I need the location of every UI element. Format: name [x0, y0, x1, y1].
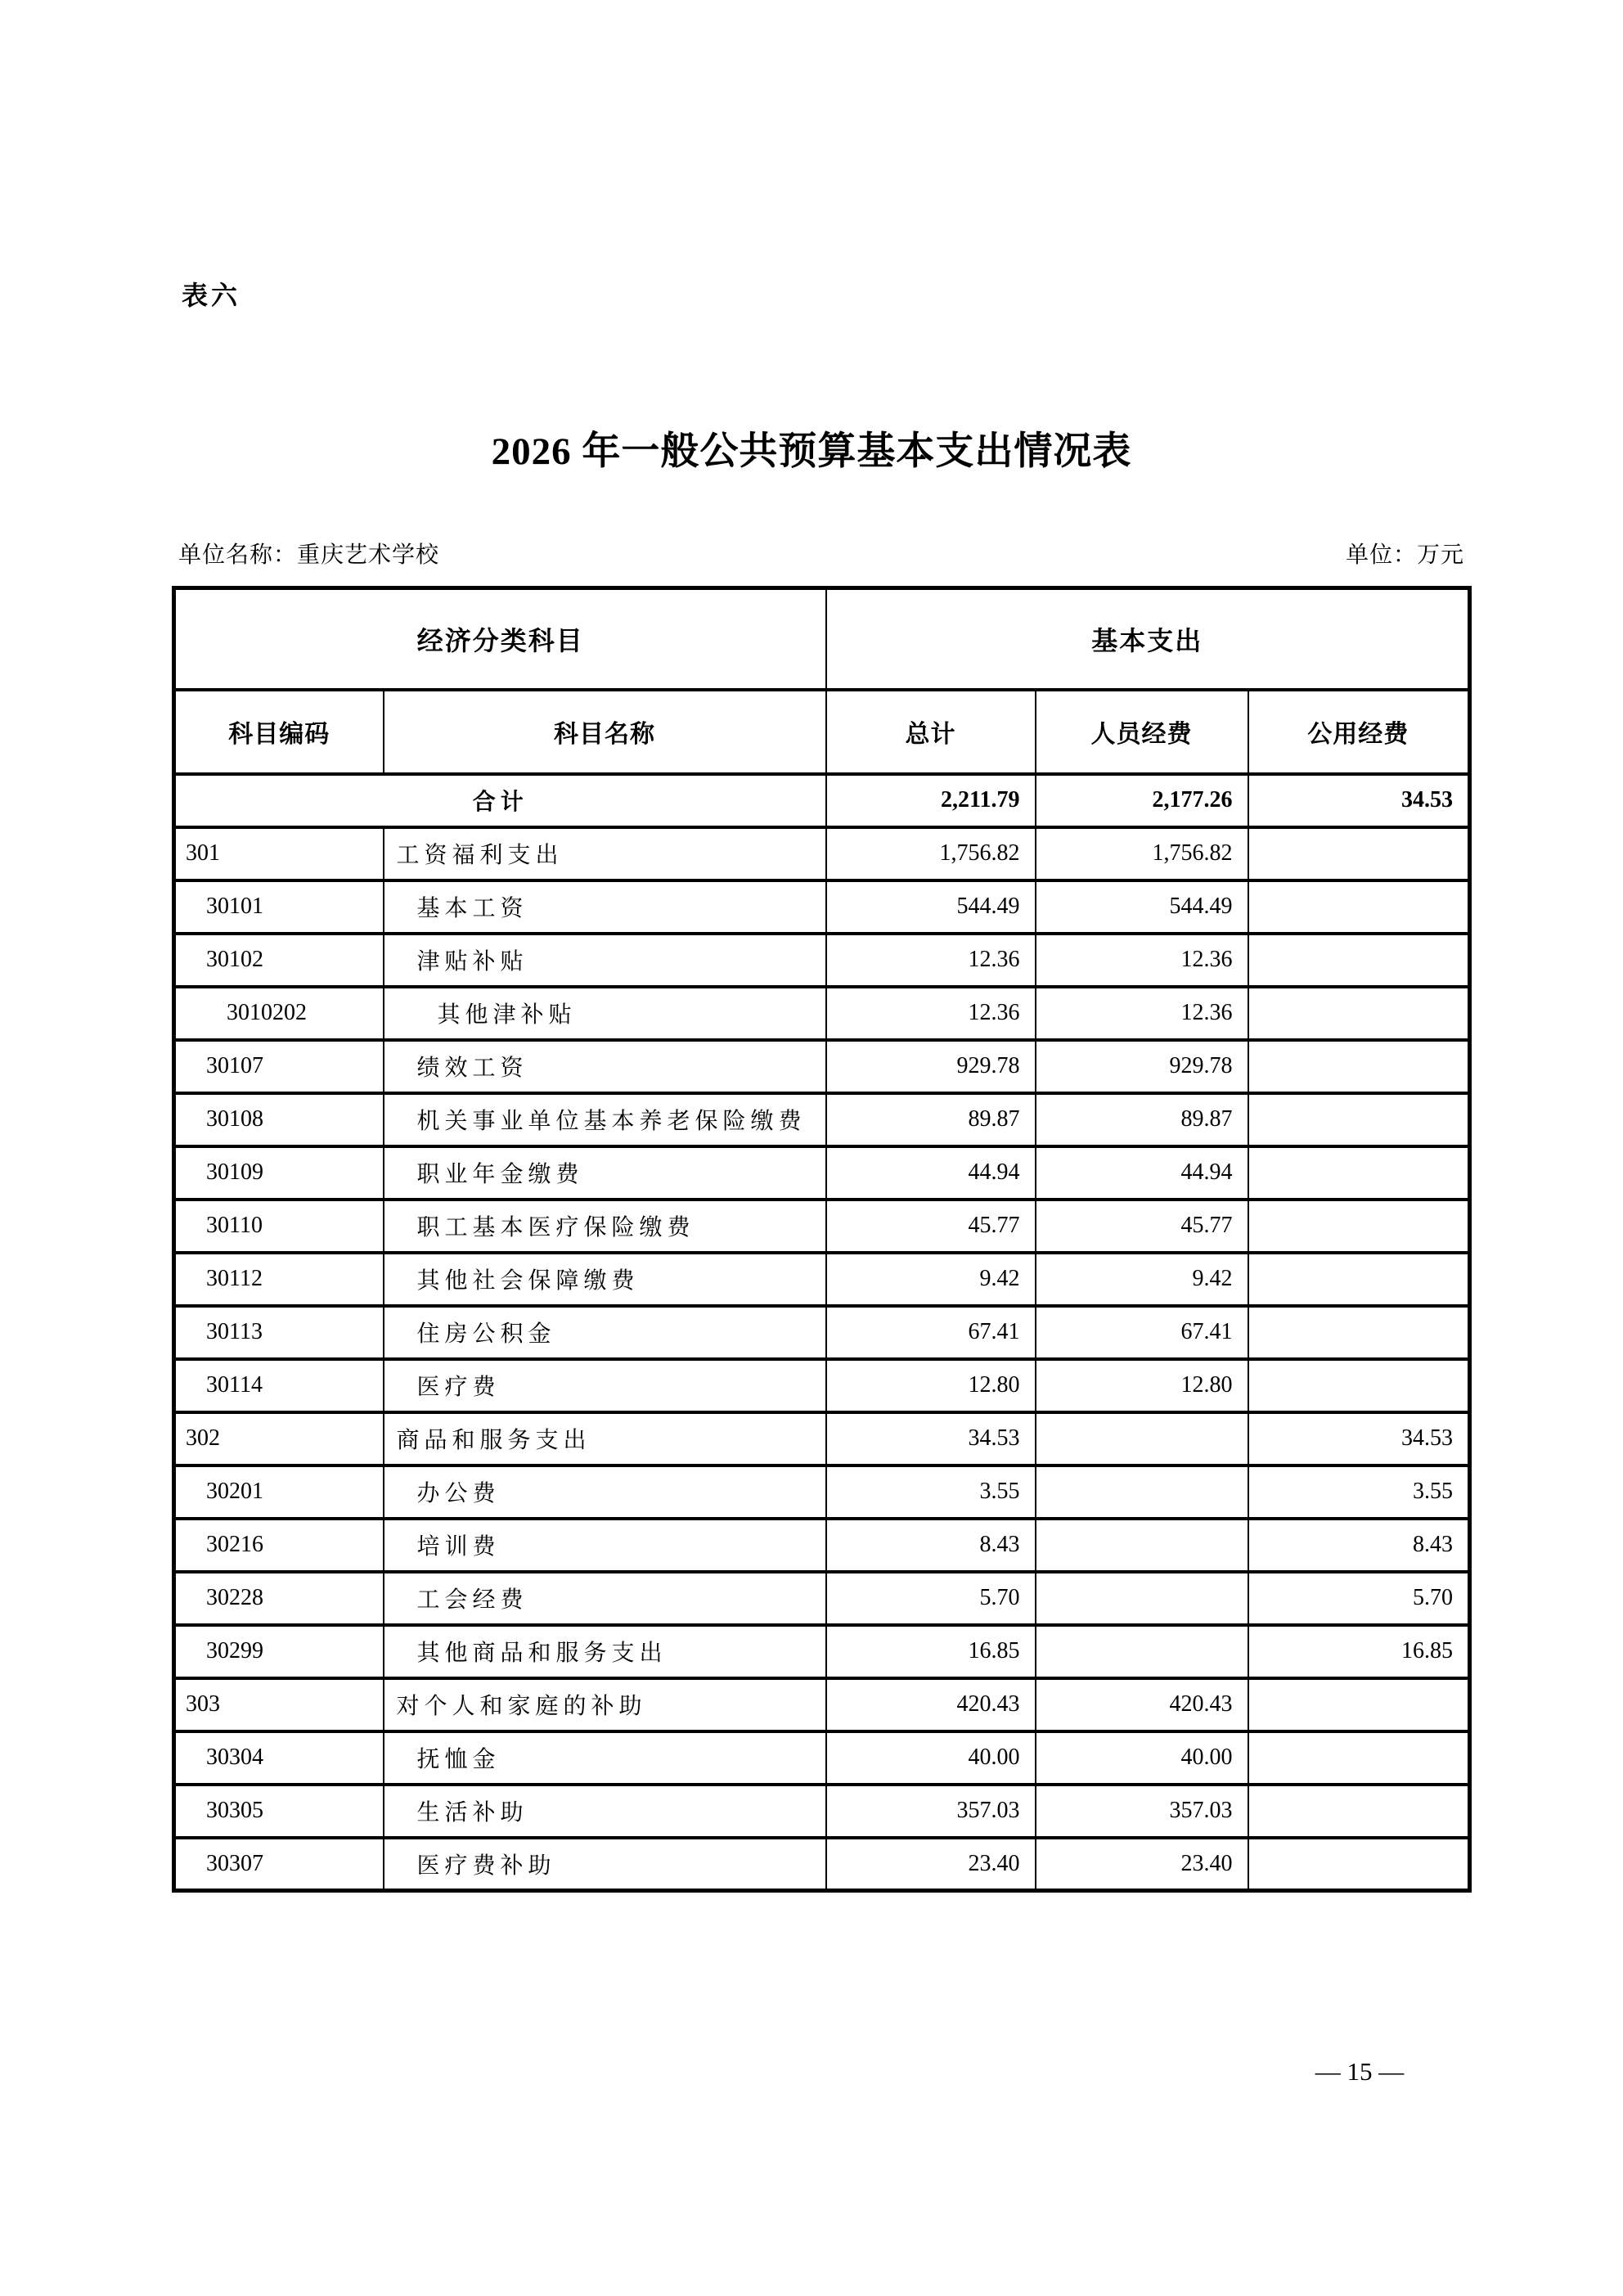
- total-cell: 3.55: [826, 1465, 1036, 1519]
- public-cell: [1248, 1093, 1470, 1146]
- subject-code-cell: 30299: [174, 1625, 384, 1678]
- header-columns-row: [174, 690, 1470, 774]
- personnel-cell: 544.49: [1036, 880, 1248, 934]
- subject-code-cell: 30109: [174, 1146, 384, 1200]
- total-row-label: 合计: [174, 774, 826, 827]
- total-cell: 12.36: [826, 987, 1036, 1040]
- table-header: [174, 588, 1470, 774]
- public-cell: [1248, 1040, 1470, 1093]
- subject-name-cell: 商品和服务支出: [384, 1412, 826, 1465]
- subject-code-cell: 3010202: [174, 987, 384, 1040]
- total-cell: 44.94: [826, 1146, 1036, 1200]
- header-group-row: [174, 588, 1470, 690]
- personnel-cell: [1036, 1625, 1248, 1678]
- subject-name-cell: 其他商品和服务支出: [384, 1625, 826, 1678]
- col-header-total: 总计: [826, 690, 1036, 774]
- public-cell: 16.85: [1248, 1625, 1470, 1678]
- table-row: [174, 1465, 1470, 1519]
- table-row: [174, 1412, 1470, 1465]
- public-cell: 34.53: [1248, 1412, 1470, 1465]
- subject-name-cell: 对个人和家庭的补助: [384, 1678, 826, 1731]
- total-cell: 40.00: [826, 1731, 1036, 1785]
- personnel-cell: 44.94: [1036, 1146, 1248, 1200]
- budget-table: [172, 586, 1472, 1893]
- table-row: [174, 1040, 1470, 1093]
- personnel-cell: 929.78: [1036, 1040, 1248, 1093]
- total-cell: 23.40: [826, 1838, 1036, 1891]
- subject-name-cell: 基本工资: [384, 880, 826, 934]
- public-cell: [1248, 1253, 1470, 1306]
- subject-code-cell: 30102: [174, 934, 384, 987]
- subject-name-cell: 生活补助: [384, 1785, 826, 1838]
- subject-name-cell: 机关事业单位基本养老保险缴费: [384, 1093, 826, 1146]
- personnel-cell: 357.03: [1036, 1785, 1248, 1838]
- personnel-cell: [1036, 1412, 1248, 1465]
- subject-code-cell: 30101: [174, 880, 384, 934]
- subject-name-cell: 职业年金缴费: [384, 1146, 826, 1200]
- personnel-cell: 12.36: [1036, 987, 1248, 1040]
- subject-code-cell: 30305: [174, 1785, 384, 1838]
- total-cell: 16.85: [826, 1625, 1036, 1678]
- total-cell: 89.87: [826, 1093, 1036, 1146]
- total-row-personnel: 2,177.26: [1036, 774, 1248, 827]
- subject-code-cell: 303: [174, 1678, 384, 1731]
- total-cell: 8.43: [826, 1519, 1036, 1572]
- total-cell: 5.70: [826, 1572, 1036, 1625]
- personnel-cell: [1036, 1465, 1248, 1519]
- total-cell: 929.78: [826, 1040, 1036, 1093]
- table-row: [174, 1838, 1470, 1891]
- public-cell: [1248, 987, 1470, 1040]
- table-row: [174, 1093, 1470, 1146]
- subject-name-cell: 住房公积金: [384, 1306, 826, 1359]
- total-cell: 357.03: [826, 1785, 1036, 1838]
- public-cell: 3.55: [1248, 1465, 1470, 1519]
- public-cell: [1248, 1838, 1470, 1891]
- public-cell: [1248, 1359, 1470, 1412]
- personnel-cell: 12.80: [1036, 1359, 1248, 1412]
- public-cell: [1248, 1200, 1470, 1253]
- subject-name-cell: 职工基本医疗保险缴费: [384, 1200, 826, 1253]
- public-cell: [1248, 1785, 1470, 1838]
- table-row: [174, 827, 1470, 880]
- total-row: [174, 774, 1470, 827]
- table-number-label: 表六: [182, 281, 241, 310]
- subject-name-cell: 医疗费补助: [384, 1838, 826, 1891]
- table-row: [174, 1519, 1470, 1572]
- subject-name-cell: 其他社会保障缴费: [384, 1253, 826, 1306]
- page-title: 2026 年一般公共预算基本支出情况表: [491, 430, 1132, 473]
- total-row-public: 34.53: [1248, 774, 1470, 827]
- page-number: — 15 —: [1315, 2057, 1405, 2086]
- public-cell: 5.70: [1248, 1572, 1470, 1625]
- personnel-cell: 45.77: [1036, 1200, 1248, 1253]
- subject-code-cell: 30228: [174, 1572, 384, 1625]
- col-header-personnel: 人员经费: [1036, 690, 1248, 774]
- table-row: [174, 1200, 1470, 1253]
- subject-code-cell: 30110: [174, 1200, 384, 1253]
- personnel-cell: 420.43: [1036, 1678, 1248, 1731]
- table-row: [174, 1785, 1470, 1838]
- public-cell: [1248, 1306, 1470, 1359]
- table-body: [174, 774, 1470, 1891]
- subject-code-cell: 30216: [174, 1519, 384, 1572]
- subject-code-cell: 301: [174, 827, 384, 880]
- subject-code-cell: 30112: [174, 1253, 384, 1306]
- table-row: [174, 1146, 1470, 1200]
- currency-unit-label: 单位：万元: [1345, 542, 1464, 568]
- table-row: [174, 1359, 1470, 1412]
- subject-code-cell: 30114: [174, 1359, 384, 1412]
- header-basic-expenditure: 基本支出: [826, 588, 1470, 690]
- table-row: [174, 1253, 1470, 1306]
- subject-code-cell: 30307: [174, 1838, 384, 1891]
- subject-name-cell: 抚恤金: [384, 1731, 826, 1785]
- table-row: [174, 880, 1470, 934]
- header-economic-classification: 经济分类科目: [174, 588, 826, 690]
- total-cell: 544.49: [826, 880, 1036, 934]
- total-cell: 1,756.82: [826, 827, 1036, 880]
- public-cell: [1248, 934, 1470, 987]
- personnel-cell: 89.87: [1036, 1093, 1248, 1146]
- subject-name-cell: 绩效工资: [384, 1040, 826, 1093]
- subject-code-cell: 30201: [174, 1465, 384, 1519]
- subject-name-cell: 培训费: [384, 1519, 826, 1572]
- public-cell: [1248, 1146, 1470, 1200]
- unit-name-label: 单位名称：重庆艺术学校: [178, 542, 440, 568]
- table-row: [174, 934, 1470, 987]
- unit-info-row: [178, 537, 1464, 569]
- subject-name-cell: 工会经费: [384, 1572, 826, 1625]
- personnel-cell: [1036, 1519, 1248, 1572]
- subject-code-cell: 30108: [174, 1093, 384, 1146]
- total-cell: 45.77: [826, 1200, 1036, 1253]
- total-cell: 420.43: [826, 1678, 1036, 1731]
- subject-code-cell: 30304: [174, 1731, 384, 1785]
- table-row: [174, 1306, 1470, 1359]
- table-row: [174, 1625, 1470, 1678]
- subject-code-cell: 30113: [174, 1306, 384, 1359]
- table-row: [174, 1678, 1470, 1731]
- table-row: [174, 987, 1470, 1040]
- personnel-cell: 40.00: [1036, 1731, 1248, 1785]
- total-cell: 34.53: [826, 1412, 1036, 1465]
- total-cell: 9.42: [826, 1253, 1036, 1306]
- subject-name-cell: 办公费: [384, 1465, 826, 1519]
- total-cell: 67.41: [826, 1306, 1036, 1359]
- personnel-cell: 12.36: [1036, 934, 1248, 987]
- col-header-subject-code: 科目编码: [174, 690, 384, 774]
- subject-code-cell: 302: [174, 1412, 384, 1465]
- subject-code-cell: 30107: [174, 1040, 384, 1093]
- total-cell: 12.36: [826, 934, 1036, 987]
- total-row-total: 2,211.79: [826, 774, 1036, 827]
- public-cell: 8.43: [1248, 1519, 1470, 1572]
- personnel-cell: [1036, 1572, 1248, 1625]
- public-cell: [1248, 1678, 1470, 1731]
- table-row: [174, 1572, 1470, 1625]
- subject-name-cell: 医疗费: [384, 1359, 826, 1412]
- table-row: [174, 1731, 1470, 1785]
- personnel-cell: 67.41: [1036, 1306, 1248, 1359]
- total-cell: 12.80: [826, 1359, 1036, 1412]
- public-cell: [1248, 827, 1470, 880]
- personnel-cell: 23.40: [1036, 1838, 1248, 1891]
- col-header-subject-name: 科目名称: [384, 690, 826, 774]
- public-cell: [1248, 1731, 1470, 1785]
- subject-name-cell: 其他津补贴: [384, 987, 826, 1040]
- subject-name-cell: 工资福利支出: [384, 827, 826, 880]
- public-cell: [1248, 880, 1470, 934]
- personnel-cell: 1,756.82: [1036, 827, 1248, 880]
- personnel-cell: 9.42: [1036, 1253, 1248, 1306]
- col-header-public: 公用经费: [1248, 690, 1470, 774]
- subject-name-cell: 津贴补贴: [384, 934, 826, 987]
